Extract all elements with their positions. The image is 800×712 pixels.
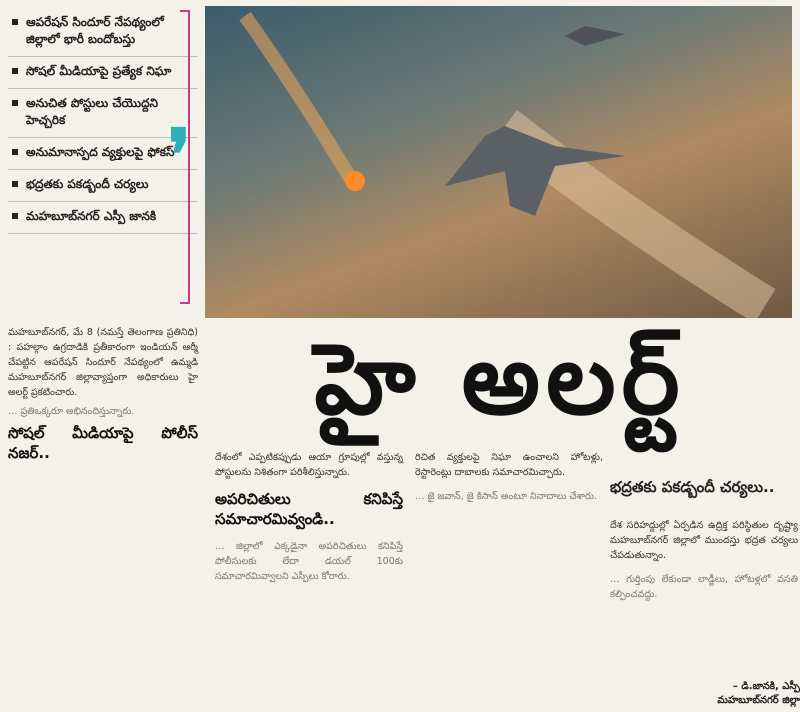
bullet-text: సోషల్ మీడియాపై ప్రత్యేక నిఘా	[26, 64, 172, 78]
column-3	[415, 440, 603, 514]
column-3-start: రిచిత వ్యక్తులపై నిఘా ఉంచాలని హోటళ్లు, రెస్టారెంట్లు దాబాలకు సమాచారమిచ్చారు.	[415, 451, 603, 478]
bullet-text: భద్రతకు పకడ్బందీ చర్యలు	[26, 177, 149, 191]
bullet-icon	[12, 68, 18, 74]
bullet-text: అనుచిత పోస్టులు చేయొద్దని హెచ్చరిక	[26, 96, 158, 127]
column-2	[215, 440, 403, 593]
subhead-social: సోషల్ మీడియాపై పోలీస్ నజర్..	[8, 424, 198, 462]
bullet-text: ఆపరేషన్ సిందూర్ నేపథ్యంలో జిల్లాలో భారీ బందోబస్తు	[26, 15, 164, 46]
bullet-icon	[12, 213, 18, 219]
bullet-icon	[12, 100, 18, 106]
bullet-icon	[12, 149, 18, 155]
headline: హై అలర్ట్	[314, 323, 686, 437]
bullet-icon	[12, 181, 18, 187]
subhead-inform: అపరిచితులు కనిపిస్తే సమాచారమివ్వండి..	[215, 490, 403, 528]
column-1	[8, 325, 198, 467]
bullet-icon	[12, 19, 18, 25]
byline: – డి.జానకి, ఎస్పీ మహబూబ్‌నగర్ జిల్లా	[717, 681, 800, 706]
bullet-item	[8, 57, 198, 89]
bullet-item	[8, 202, 198, 234]
bullet-text: మహబూబ్‌నగర్ ఎస్పీ జానకి	[26, 209, 157, 223]
column-2-start: దేశంలో ఎప్పటికప్పుడు ఆయా గ్రూపుల్లో వస్తున్న పోస్టులను నిశితంగా పరిశీలిస్తున్నారు.	[215, 451, 403, 478]
column-2-end: … జిల్లాలో ఎక్కడైనా అపరిచితులు కనిపిస్తే పోలీసులకు లేదా డయల్ 100కు సమాచారమివ్వాలని ఎస్పీలు కోరారు.	[215, 540, 403, 582]
bullet-item	[8, 8, 198, 57]
subhead-safety: భద్రతకు పకడ్బందీ చర్యలు..	[610, 478, 775, 496]
column-1-start: మహబూబ్‌నగర్, మే 8 (నమస్తే తెలంగాణ ప్రతినిధి) : పహల్గాం ఉగ్రదాడికి ప్రతీకారంగా ఇండియన్ ఆర్మీ చేపట్టిన ఆపరేషన్ సిందూర్ నేపథ్యంలో ఉమ్మడి మహబూబ్‌నగర్ జిల్లావ్యాప్తంగా అధికారులు హై అలర్ట్ ప్రకటించారు.	[8, 327, 198, 398]
column-4	[610, 508, 798, 612]
column-4-start: దేశ సరిహద్దుల్లో ఏర్పడిన ఉద్రిక్త పరిస్థితుల దృష్ట్యా మహబూబ్‌నగర్ జిల్లాలో ముందస్తు భద్రత చర్యలు చేపడుతున్నాం.	[610, 519, 798, 561]
bullet-text: అనుమానాస్పద వ్యక్తులపై ఫోకస్	[26, 145, 175, 159]
column-4-end: … గుర్తింపు లేకుండా లాడ్జీలు, హోటళ్లలో వసతి కల్పించవద్దు.	[610, 574, 798, 600]
column-1-end: … ప్రతిఒక్కరూ అభినందిస్తున్నారు.	[8, 406, 135, 417]
jet-illustration	[205, 6, 792, 318]
quote-mark-icon: ❜	[168, 113, 191, 196]
column-3-end: … జై జవాన్, జై కిసాన్ అంటూ నినాదాలు చేశారు.	[415, 491, 597, 502]
fighter-jet-photo	[205, 6, 792, 318]
